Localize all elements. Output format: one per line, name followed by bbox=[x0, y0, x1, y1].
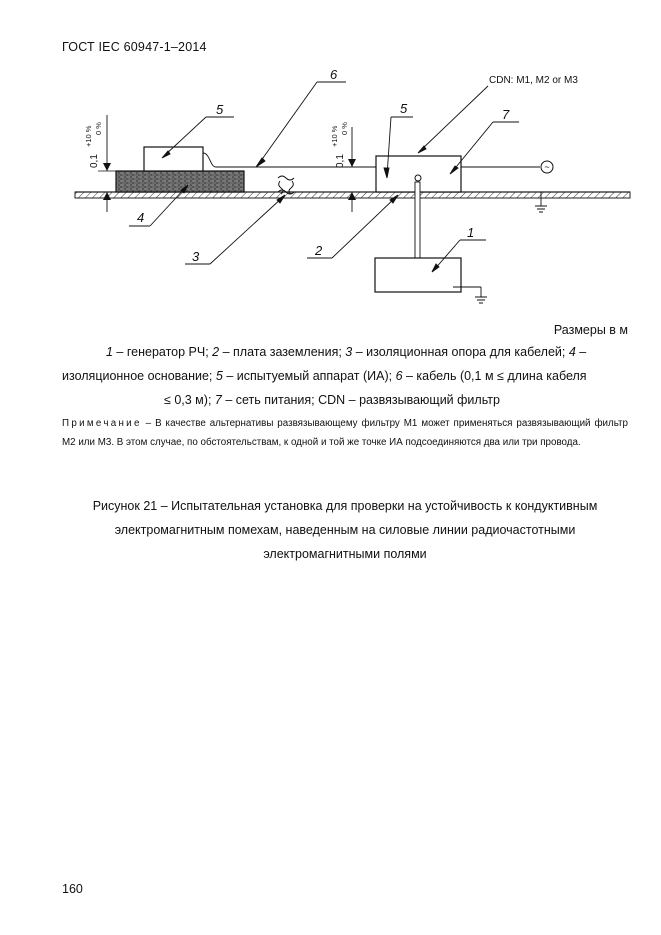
insulating-support bbox=[278, 176, 294, 194]
note-label: Примечание bbox=[62, 418, 142, 429]
eut-box-left bbox=[144, 147, 203, 171]
legend-num: 1 bbox=[106, 345, 113, 359]
figure-note bbox=[62, 414, 628, 452]
callout-1: 1 bbox=[467, 225, 475, 240]
dim-label-right bbox=[330, 122, 349, 168]
svg-text:0 %: 0 % bbox=[94, 122, 103, 135]
callout-5-left: 5 bbox=[216, 102, 224, 117]
callout-3: 3 bbox=[192, 249, 200, 264]
rf-generator-box bbox=[375, 258, 461, 292]
cdn-label: CDN: M1, M2 or M3 bbox=[489, 75, 578, 86]
note-text: – В качестве альтернативы развязывающему фильтру М1 может применяться развязывающий фильтр М2 или М3. В этом случае, по обстоятельствам, к одной и той же точке ИА подсоединяются два или три провода. bbox=[62, 418, 628, 448]
svg-text:+10 %: +10 % bbox=[84, 125, 93, 147]
svg-text:0,1: 0,1 bbox=[89, 154, 100, 168]
legend-line-3: ≤ 0,3 м); 7 – сеть питания; CDN – развязывающий фильтр bbox=[164, 393, 500, 407]
document-header: ГОСТ IEC 60947-1–2014 bbox=[62, 40, 207, 54]
figure-caption: Рисунок 21 – Испытательная установка для проверки на устойчивость к кондуктивным электромагнитным помехам, наведенным на силовые линии радиочастотными электромагнитными полями bbox=[92, 499, 598, 561]
callout-2: 2 bbox=[315, 243, 323, 258]
test-setup-diagram bbox=[0, 60, 661, 315]
dim-label-left bbox=[84, 122, 103, 168]
ac-symbol: ~ bbox=[544, 162, 550, 172]
dimensions-note: Размеры в м bbox=[553, 323, 628, 337]
callout-7: 7 bbox=[502, 107, 510, 122]
callout-5-right: 5 bbox=[400, 101, 408, 116]
legend-line-1: 1 – генератор РЧ; 2 – плата заземления; 3 – изоляционная опора для кабелей; 4 – bbox=[106, 345, 587, 359]
callout-4: 4 bbox=[137, 210, 145, 225]
callout-6: 6 bbox=[330, 67, 338, 82]
svg-text:+10 %: +10 % bbox=[330, 125, 339, 147]
page-number: 160 bbox=[62, 882, 83, 896]
insulating-base bbox=[116, 171, 244, 192]
svg-text:0,1: 0,1 bbox=[335, 154, 346, 168]
legend-line-2: изоляционное основание; 5 – испытуемый аппарат (ИА); 6 – кабель (0,1 м ≤ длина кабеля bbox=[62, 369, 587, 383]
svg-text:0 %: 0 % bbox=[340, 122, 349, 135]
